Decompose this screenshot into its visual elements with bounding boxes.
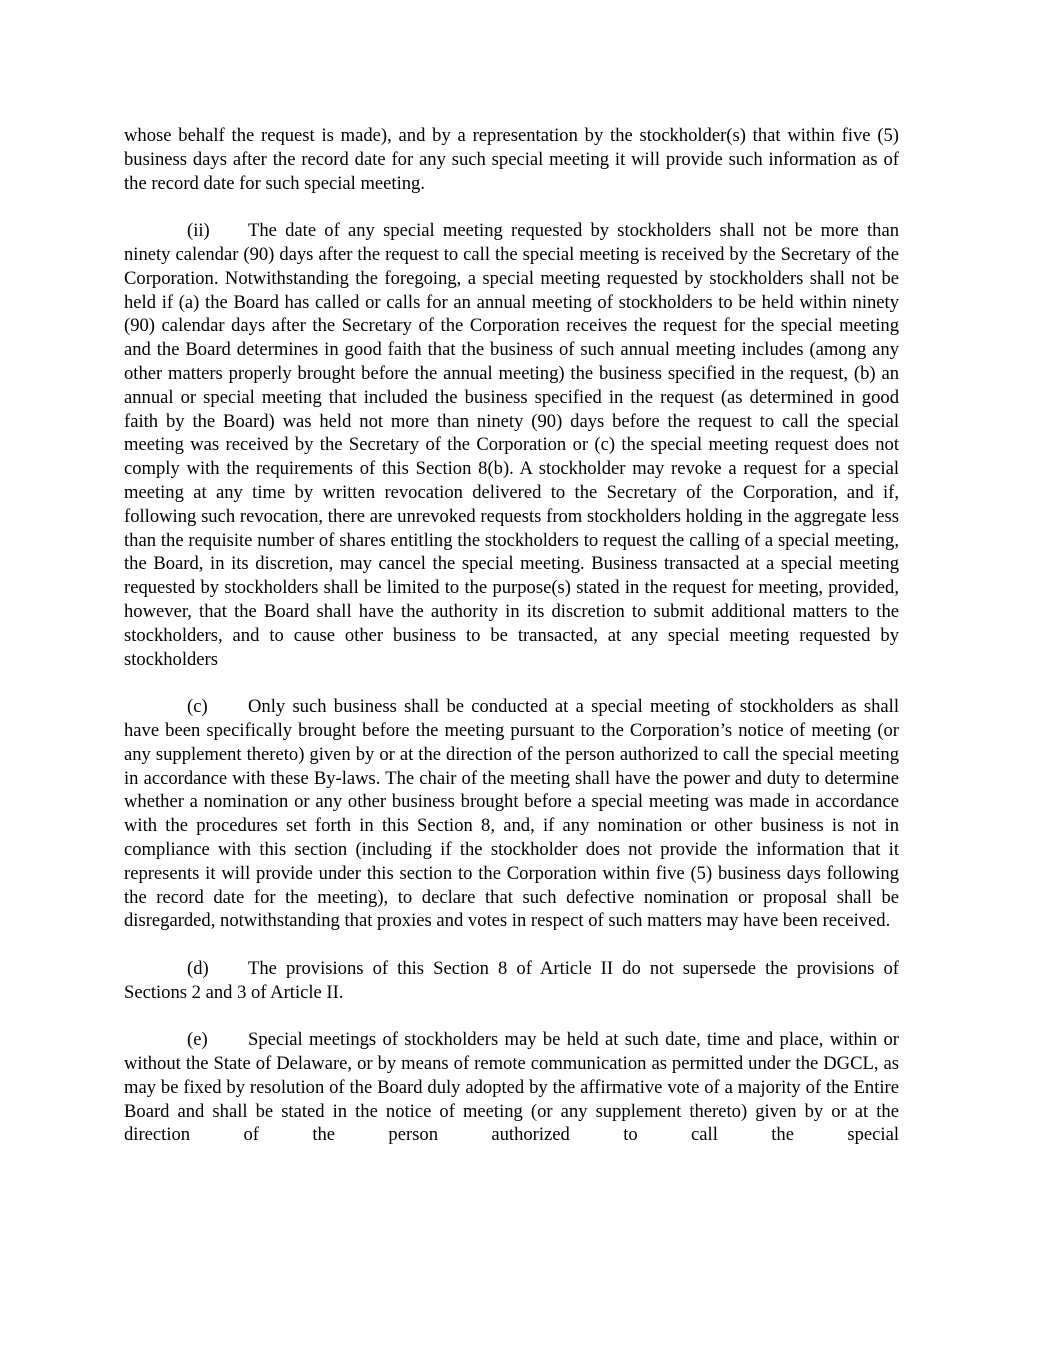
paragraph-d — [124, 957, 899, 1005]
paragraph-e — [124, 1028, 899, 1147]
paragraph-marker: (e) — [187, 1029, 208, 1051]
paragraph-c — [124, 695, 899, 933]
paragraph-text: whose behalf the request is made), and by a representation by the stockholder(s) that within five (5) business days after the record date for any such special meeting it will provide such information as of the record date for such special meeting. — [124, 125, 899, 194]
paragraph-marker: (d) — [187, 957, 209, 979]
document-page — [124, 124, 899, 1171]
paragraph-text: The date of any special meeting requested by stockholders shall not be more than ninety calendar (90) days after the request to call the special meeting is received by the Secretary of the Corporation. Notwithstanding the foregoing, a special meeting requested by stockholders shall not be held if (a) the Board has called or calls for an annual meeting of stockholders to be held within ninety (90) calendar days after the Secretary of the Corporation receives the request for the special meeting and the Board determines in good faith that the business of such annual meeting includes (among any other matters properly brought before the annual meeting) the business specified in the request, (b) an annual or special meeting that included the business specified in the request (as determined in good faith by the Board) was held not more than ninety (90) days before the request to call the special meeting was received by the Secretary of the Corporation or (c) the special meeting request does not comply with the requirements of this Section 8(b). A stockholder may revoke a request for a special meeting at any time by written revocation delivered to the Secretary of the Corporation, and if, following such revocation, there are unrevoked requests from stockholders holding in the aggregate less than the requisite number of shares entitling the stockholders to request the calling of a special meeting, the Board, in its discretion, may cancel the special meeting. Business transacted at a special meeting requested by stockholders shall be limited to the purpose(s) stated in the request for meeting, provided, however, that the Board shall have the authority in its discretion to submit additional matters to the stockholders, and to cause other business to be transacted, at any special meeting requested by stockholders — [124, 220, 899, 670]
paragraph-ii — [124, 219, 899, 671]
paragraph-marker: (ii) — [187, 220, 210, 242]
paragraph-text: Only such business shall be conducted at a special meeting of stockholders as shall have been specifically brought before the meeting pursuant to the Corporation’s notice of meeting (or any supplement thereto) given by or at the direction of the person authorized to call the special meeting in accordance with these By-laws. The chair of the meeting shall have the power and duty to determine whether a nomination or any other business brought before a special meeting was made in accordance with the procedures set forth in this Section 8, and, if any nomination or other business is not in compliance with this section (including if the stockholder does not provide the information that it represents it will provide under this section to the Corporation within five (5) business days following the record date for the meeting), to declare that such defective nomination or proposal shall be disregarded, notwithstanding that proxies and votes in respect of such matters may have been received. — [124, 696, 899, 932]
paragraph-continuation — [124, 124, 899, 195]
paragraph-text: The provisions of this Section 8 of Article II do not supersede the provisions of Sections 2 and 3 of Article II. — [124, 957, 899, 1003]
paragraph-text: Special meetings of stockholders may be held at such date, time and place, within or without the State of Delaware, or by means of remote communication as permitted under the DGCL, as may be fixed by resolution of the Board duly adopted by the affirmative vote of a majority of the Entire Board and shall be stated in the notice of meeting (or any supplement thereto) given by or at the direction of the person authorized to call the special — [124, 1029, 899, 1146]
paragraph-marker: (c) — [187, 696, 208, 718]
